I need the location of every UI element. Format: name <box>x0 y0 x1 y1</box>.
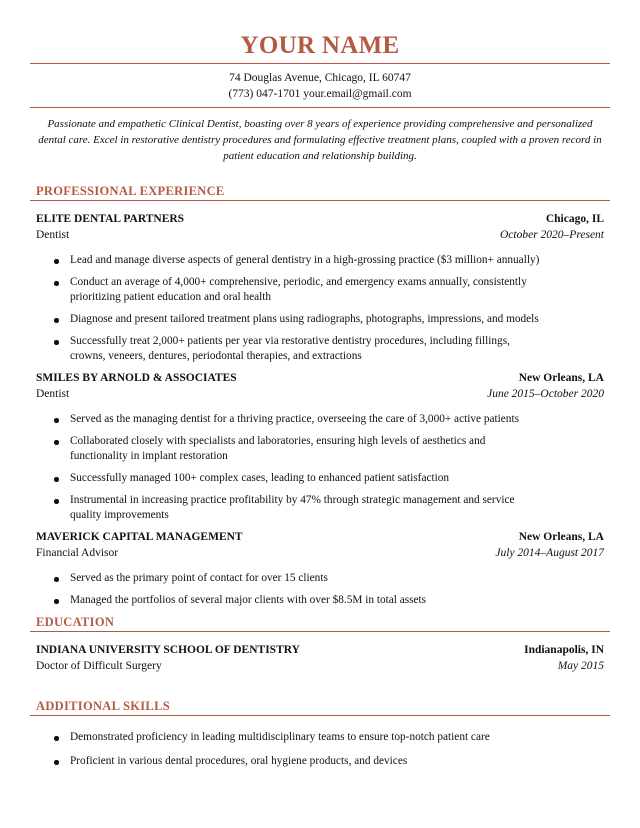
phone-email: (773) 047-1701 your.email@gmail.com <box>228 88 412 100</box>
job-dates: July 2014–August 2017 <box>495 546 604 559</box>
bullet-icon <box>54 318 59 323</box>
job-entry <box>30 530 610 608</box>
degree: Doctor of Difficult Surgery <box>36 659 162 672</box>
bullet-icon <box>54 281 59 286</box>
list-item: Successfully treat 2,000+ patients per year via restorative dentistry procedures, including fillings, crowns, veneers, dentures, periodontal therapies, and extractions <box>70 334 604 364</box>
section-title-skills: ADDITIONAL SKILLS <box>36 699 170 713</box>
job-bullets <box>36 571 604 608</box>
graduation-date: May 2015 <box>557 659 604 672</box>
job-location: New Orleans, LA <box>518 531 604 543</box>
bullet-icon <box>54 599 59 604</box>
bullet-icon <box>54 340 59 345</box>
job-role: Dentist <box>36 228 70 241</box>
school-name: INDIANA UNIVERSITY SCHOOL OF DENTISTRY <box>36 644 300 656</box>
section-rule-education <box>30 631 610 632</box>
summary: Passionate and empathetic Clinical Dentist, boasting over 8 years of experience providing comprehensive and personalized dental care. Excel in restorative dentistry procedures and formulating effective treatment plans, coupled with a proven record in patient education and relationship building. <box>38 118 602 162</box>
list-item: Diagnose and present tailored treatment plans using radiographs, photographs, impressions, and models <box>70 312 604 327</box>
job-dates: October 2020–Present <box>499 228 604 241</box>
skills-list <box>30 730 610 769</box>
school-location: Indianapolis, IN <box>524 644 604 656</box>
bullet-icon <box>54 499 59 504</box>
list-item: Collaborated closely with specialists and laboratories, ensuring high levels of aesthetics and functionality in implant restoration <box>70 434 604 464</box>
job-entry <box>30 212 610 364</box>
bullet-icon <box>54 577 59 582</box>
section-rule-experience <box>30 200 610 201</box>
list-item: Instrumental in increasing practice profitability by 47% through strategic management and service quality improvements <box>70 493 604 523</box>
bullet-icon <box>54 760 59 765</box>
bullet-icon <box>54 477 59 482</box>
job-org: SMILES BY ARNOLD & ASSOCIATES <box>36 372 237 384</box>
list-item: Conduct an average of 4,000+ comprehensive, periodic, and emergency exams annually, consistently prioritizing patient education and oral health <box>70 275 604 305</box>
list-item: Demonstrated proficiency in leading multidisciplinary teams to ensure top-notch patient care <box>70 730 610 745</box>
bullet-icon <box>54 440 59 445</box>
job-bullets <box>36 412 604 523</box>
list-item: Served as the primary point of contact for over 15 clients <box>70 571 604 586</box>
list-item: Proficient in various dental procedures, oral hygiene products, and devices <box>70 754 610 769</box>
address: 74 Douglas Avenue, Chicago, IL 60747 <box>229 72 411 84</box>
list-item: Successfully managed 100+ complex cases, leading to enhanced patient satisfaction <box>70 471 604 486</box>
job-location: New Orleans, LA <box>518 372 604 384</box>
section-rule-skills <box>30 715 610 716</box>
job-role: Dentist <box>36 387 70 400</box>
job-bullets <box>36 253 604 364</box>
bullet-icon <box>54 259 59 264</box>
section-title-experience: PROFESSIONAL EXPERIENCE <box>36 184 225 198</box>
job-location: Chicago, IL <box>545 213 604 225</box>
bullet-icon <box>54 418 59 423</box>
candidate-name: YOUR NAME <box>240 32 400 59</box>
job-org: ELITE DENTAL PARTNERS <box>36 213 185 225</box>
bullet-icon <box>54 736 59 741</box>
job-role: Financial Advisor <box>36 546 119 559</box>
list-item: Managed the portfolios of several major clients with over $8.5M in total assets <box>70 593 604 608</box>
contact-block <box>30 64 610 107</box>
job-dates: June 2015–October 2020 <box>487 387 604 400</box>
job-org: MAVERICK CAPITAL MANAGEMENT <box>36 531 243 543</box>
list-item: Lead and manage diverse aspects of general dentistry in a high-grossing practice ($3 million+ annually) <box>70 253 604 268</box>
list-item: Served as the managing dentist for a thriving practice, overseeing the care of 3,000+ active patients <box>70 412 604 427</box>
section-title-education: EDUCATION <box>36 615 115 629</box>
education-entry <box>30 643 610 674</box>
job-entry <box>30 371 610 523</box>
